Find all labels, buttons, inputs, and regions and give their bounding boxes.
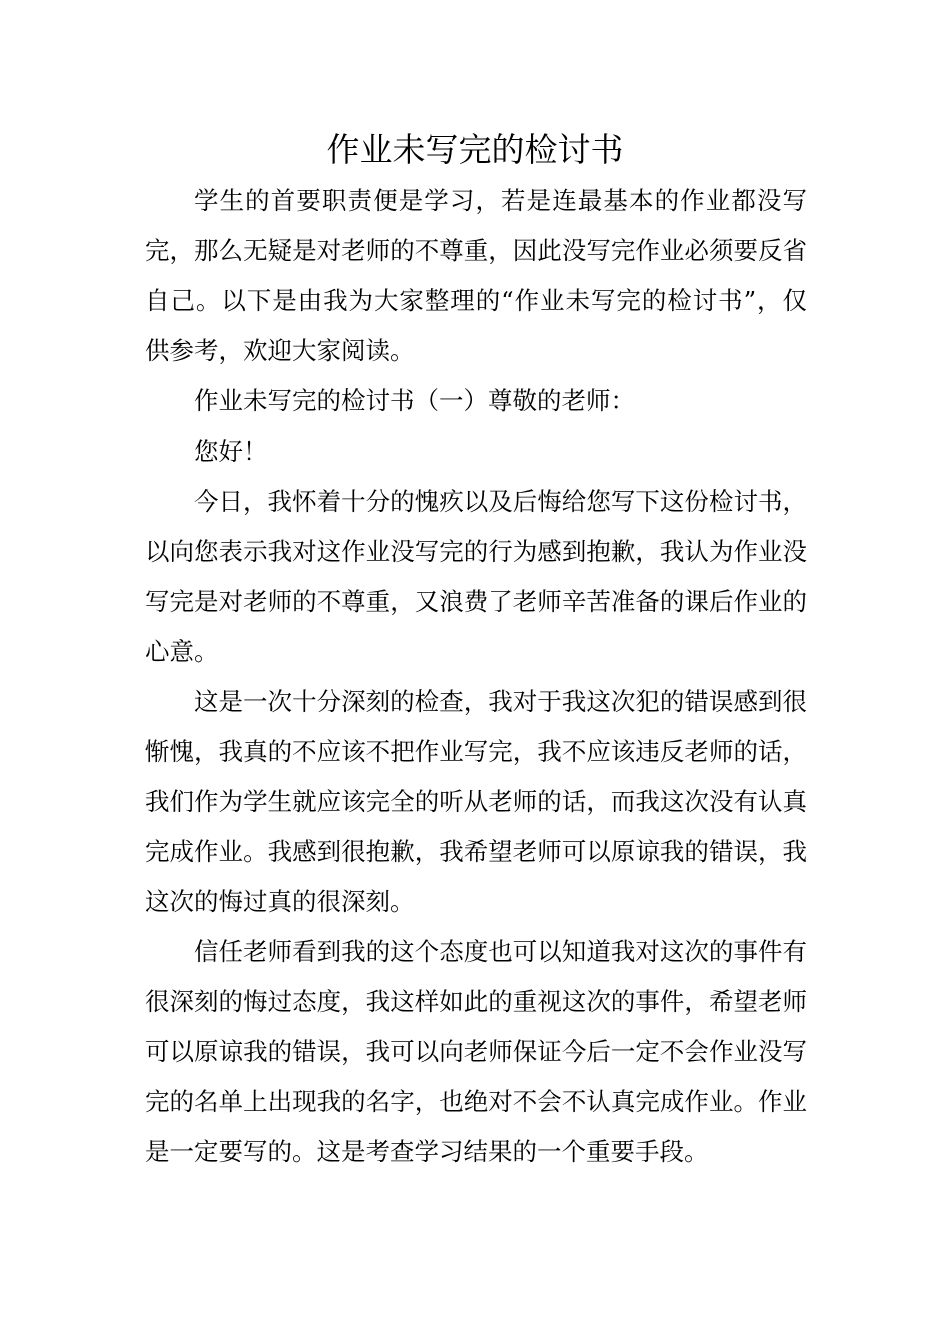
document-title: 作业未写完的检讨书 — [326, 130, 624, 169]
paragraph-body-3: 信任老师看到我的这个态度也可以知道我对这次的事件有很深刻的悔过态度，我这样如此的重视这次的事件，希望老师可以原谅我的错误，我可以向老师保证今后一定不会作业没写完的名单上出现我的名字，也绝对不会不认真完成作业。作业是一定要写的。这是考查学习结果的一个重要手段。 — [145, 937, 807, 1166]
paragraph-intro: 学生的首要职责便是学习，若是连最基本的作业都没写完，那么无疑是对老师的不尊重，因此没写完作业必须要反省自己。以下是由我为大家整理的“作业未写完的检讨书”，仅供参考，欢迎大家阅读。 — [145, 186, 807, 365]
paragraph-heading-one: 作业未写完的检讨书（一）尊敬的老师： — [194, 386, 635, 415]
document-body — [145, 176, 807, 1177]
paragraph-body-2: 这是一次十分深刻的检查，我对于我这次犯的错误感到很惭愧，我真的不应该不把作业写完，我不应该违反老师的话，我们作为学生就应该完全的听从老师的话，而我这次没有认真完成作业。我感到很抱歉，我希望老师可以原谅我的错误，我这次的悔过真的很深刻。 — [145, 687, 807, 916]
paragraph-body-1: 今日，我怀着十分的愧疚以及后悔给您写下这份检讨书，以向您表示我对这作业没写完的行为感到抱歉，我认为作业没写完是对老师的不尊重，又浪费了老师辛苦准备的课后作业的心意。 — [145, 487, 807, 666]
paragraph-greeting: 您好！ — [194, 437, 268, 466]
